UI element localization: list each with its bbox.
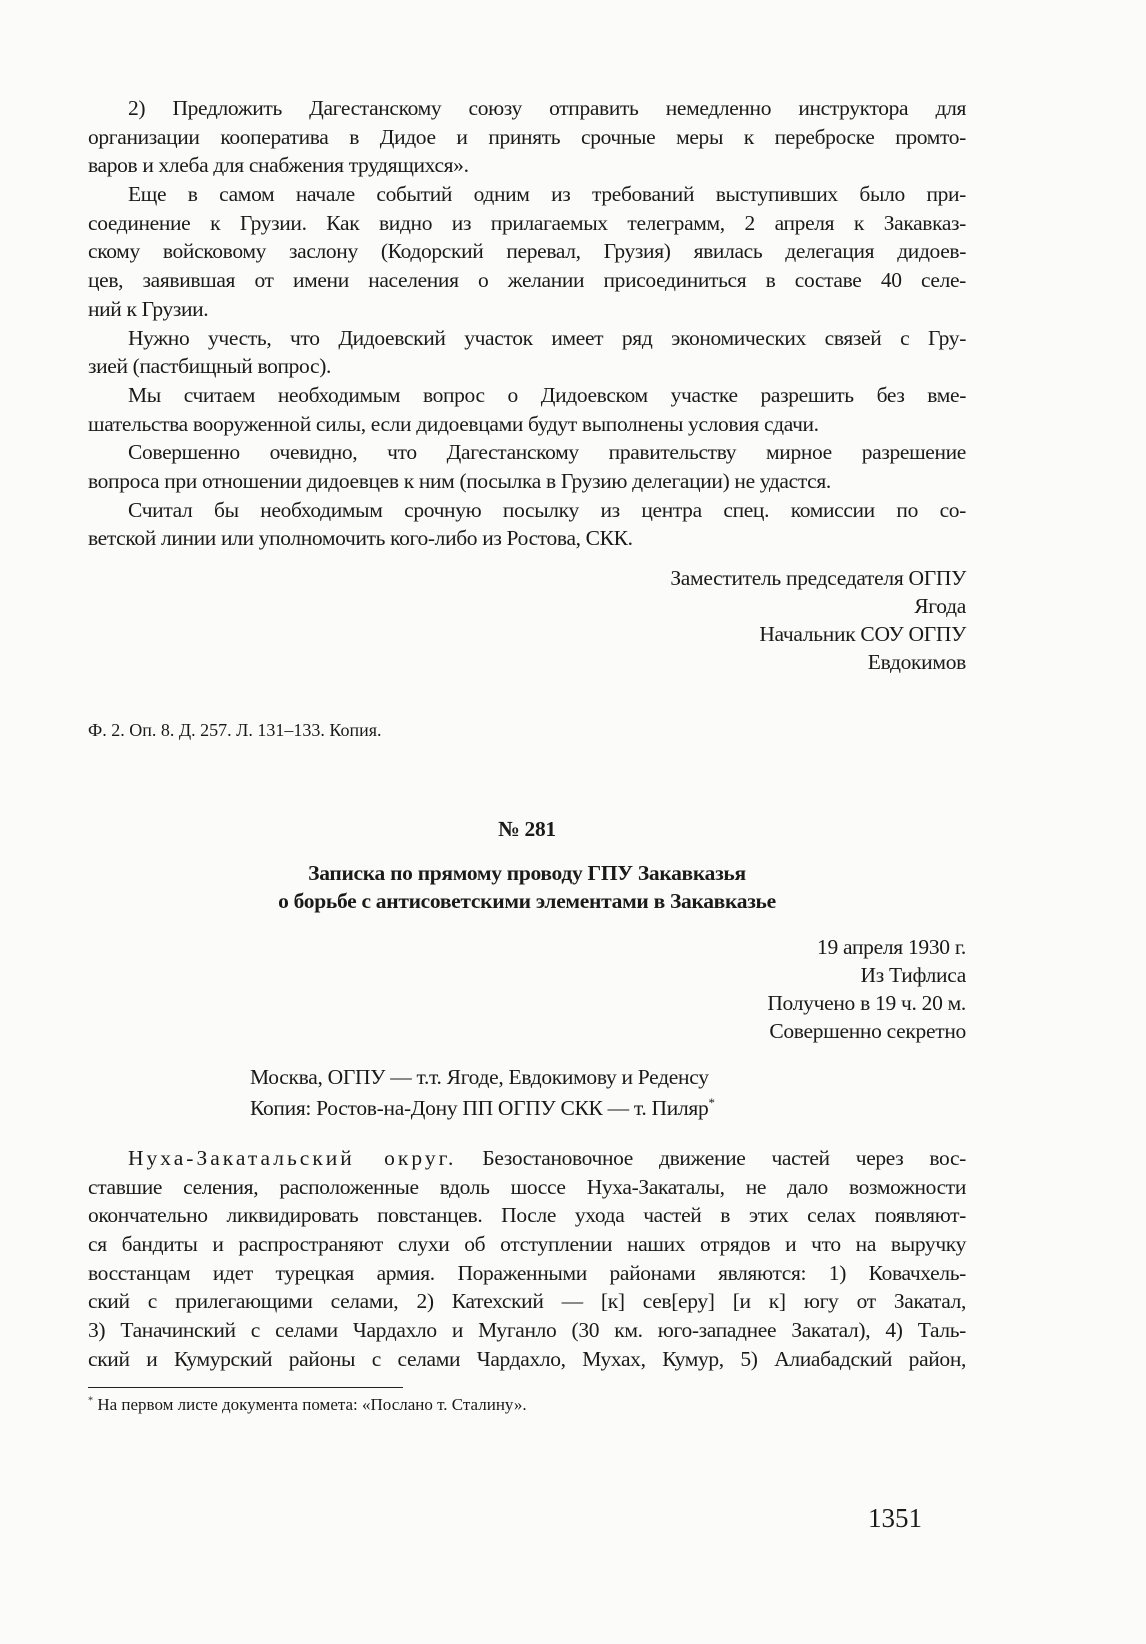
paragraph-line: ний к Грузии. [88,296,209,321]
paragraph-line: Считал бы необходимым срочную посылку из центра спец. комиссии по со- [128,497,966,522]
paragraph-line: ский с прилегающими селами, 2) Катехский — [к] сев[еру] [и к] югу от Закатал, [88,1289,966,1314]
paragraph-line: Еще в самом начале событий одним из требований выступивших было при- [128,182,966,207]
paragraph-line: зией (пастбищный вопрос). [88,354,332,379]
paragraph-line: Совершенно очевидно, что Дагестанскому правительству мирное разрешение [128,440,966,465]
paragraph-line: окончательно ликвидировать повстанцев. После ухода частей в этих селах появляют- [88,1203,966,1228]
footnote-text: На первом листе документа помета: «Послано т. Сталину». [97,1395,527,1414]
document-title-line: Записка по прямому проводу ГПУ Закавказья [308,861,746,885]
document-number: № 281 [498,817,556,841]
paragraph-line: 2) Предложить Дагестанскому союзу отправить немедленно инструктора для [128,96,966,120]
paragraph-line: шательства вооруженной силы, если дидоевцами будут выполнены условия сдачи. [88,411,819,436]
paragraph-line: соединение к Грузии. Как видно из прилагаемых телеграмм, 2 апреля к Закавказ- [88,210,966,235]
paragraph-line: ставшие селения, расположенные вдоль шоссе Нуха-Закаталы, не дало возможности [88,1174,966,1199]
address-block [250,1064,715,1121]
paragraph-line: Нужно учесть, что Дидоевский участок имеет ряд экономических связей с Гру- [128,325,966,350]
document-title [88,859,966,915]
origin: Из Тифлиса [860,963,966,987]
paragraph-line: цев, заявившая от имени населения о желании присоединиться в составе 40 селе- [88,268,966,293]
paragraph-line: восстанцам идет турецкая армия. Пораженными районами являются: 1) Ковачхель- [88,1260,966,1285]
line-text: Безостановочное движение частей через вос- [456,1146,966,1170]
archive-reference: Ф. 2. Оп. 8. Д. 257. Л. 131–133. Копия. [88,720,382,740]
section-heading: Нуха-Закатальский округ. [128,1146,457,1170]
footnote-mark: * [88,1395,94,1407]
document-body [88,1144,966,1374]
footnote-divider [88,1387,403,1388]
paragraph-line: ветской линии или уполномочить кого-либо из Ростова, СКК. [88,526,633,551]
footnote-ref: * [708,1096,715,1110]
dateline [767,933,966,1045]
paragraph-line: ский и Кумурский районы с селами Чардахло, Мухах, Кумур, 5) Алиабадский район, [88,1346,966,1371]
address-line: Москва, ОГПУ — т.т. Ягоде, Евдокимову и Реденсу [250,1065,709,1089]
signature-name-2: Евдокимов [867,650,966,674]
paragraph-line: Мы считаем необходимым вопрос о Дидоевском участке разрешить без вме- [128,382,966,407]
paragraph-line: организации кооператива в Дидое и принять срочные меры к переброске промто- [88,124,966,149]
signature-block [670,564,966,676]
document-body-top [88,94,966,553]
address-line: Копия: Ростов-на-Дону ПП ОГПУ СКК — т. Пиляр [250,1096,709,1121]
signature-title-2: Начальник СОУ ОГПУ [759,622,966,646]
paragraph-line: вопроса при отношении дидоевцев к ним (посылка в Грузию делегации) не удастся. [88,468,831,493]
signature-name-1: Ягода [914,594,966,618]
paragraph-line: 3) Таначинский с селами Чардахло и Муганло (30 км. юго-западнее Закатал), 4) Таль- [88,1318,966,1343]
page-number: 1351 [868,1503,922,1533]
paragraph-line: варов и хлеба для снабжения трудящихся». [88,153,469,178]
paragraph-line: ся бандиты и распространяют слухи об отступлении наших отрядов и что на выручку [88,1232,966,1257]
paragraph-line [88,1144,966,1173]
classification: Совершенно секретно [769,1019,966,1043]
signature-title-1: Заместитель председателя ОГПУ [670,566,966,590]
date: 19 апреля 1930 г. [817,935,966,959]
document-title-line: о борьбе с антисоветскими элементами в Закавказье [278,889,776,913]
footnote [88,1395,527,1415]
paragraph-line: скому войсковому заслону (Кодорский перевал, Грузия) явилась делегация дидоев- [88,239,966,264]
received-time: Получено в 19 ч. 20 м. [767,991,966,1015]
